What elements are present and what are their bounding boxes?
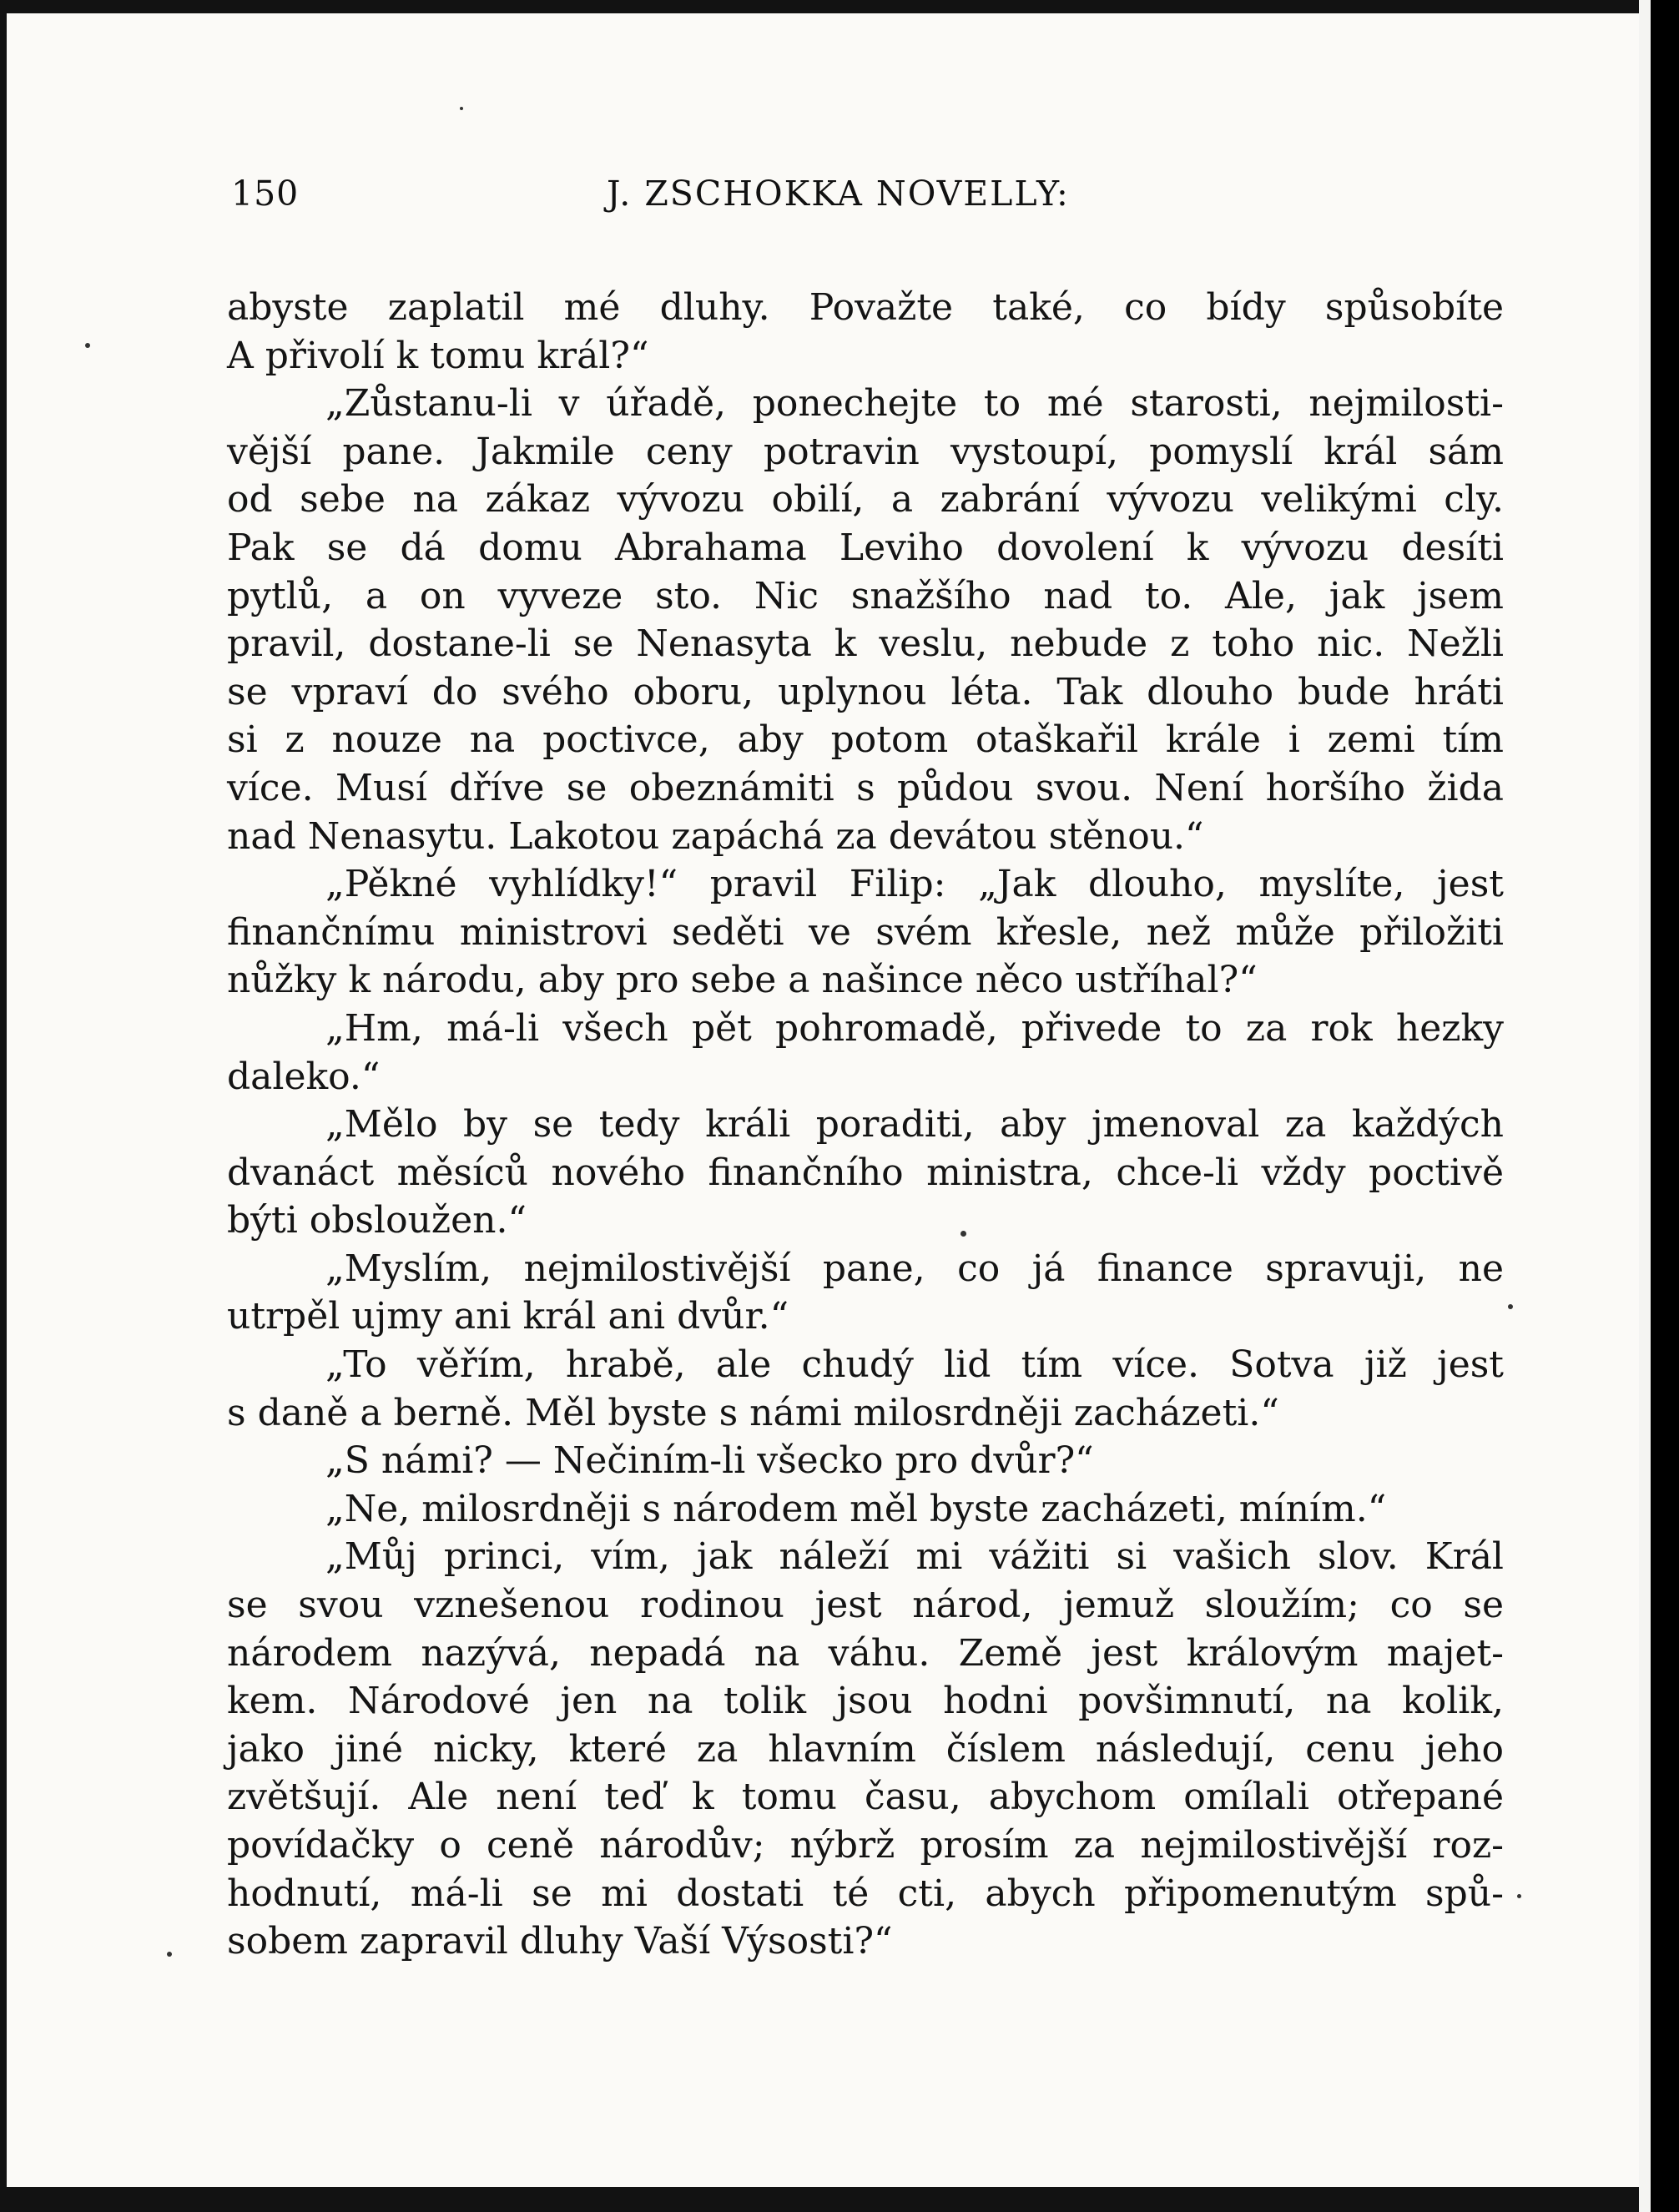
text-line: „Zůstanu-li v úřadě, ponechejte to mé starosti, nejmilosti- <box>325 382 1504 426</box>
text-line: Pak se dá domu Abrahama Leviho dovolení k vývozu desíti <box>227 526 1504 569</box>
scan-border-right <box>1651 0 1679 2212</box>
text-line: utrpěl ujmy ani král ani dvůr.“ <box>227 1295 789 1338</box>
text-line: vější pane. Jakmile ceny potravin vystoupí, pomyslí král sám <box>227 430 1504 473</box>
text-line: býti obsloužen.“ <box>227 1199 527 1242</box>
text-line: od sebe na zákaz vývozu obilí, a zabrání vývozu velikými cly. <box>227 478 1504 522</box>
text-line: povídačky o ceně národův; nýbrž prosím za nejmilostivější roz- <box>227 1824 1504 1867</box>
scan-speck <box>167 1952 172 1957</box>
scan-speck <box>1517 1894 1521 1898</box>
scan-speck <box>85 343 90 348</box>
text-line: hodnutí, má-li se mi dostati té cti, abych připomenutým spů- <box>227 1872 1504 1915</box>
text-line: kem. Národové jen na tolik jsou hodni povšimnutí, na kolik, <box>227 1680 1504 1723</box>
text-line: „Myslím, nejmilostivější pane, co já finance spravuji, ne <box>325 1247 1504 1290</box>
text-line: národem nazývá, nepadá na váhu. Země jest královým majet- <box>227 1631 1504 1675</box>
text-line: nůžky k národu, aby pro sebe a našince něco ustříhal?“ <box>227 959 1258 1002</box>
page-number: 150 <box>231 174 300 214</box>
text-line: se svou vznešenou rodinou jest národ, jemuž sloužím; co se <box>227 1584 1504 1627</box>
text-line: si z nouze na poctivce, aby potom otaškařil krále i zemi tím <box>227 718 1504 762</box>
text-line: finančnímu ministrovi seděti ve svém křesle, než může přiložiti <box>227 910 1504 954</box>
scan-speck <box>961 1231 966 1237</box>
text-line: zvětšují. Ale není teď k tomu času, abychom omílali otřepané <box>227 1776 1504 1819</box>
text-line: „Můj princi, vím, jak náleží mi vážiti si vašich slov. Král <box>325 1535 1504 1579</box>
text-line: pravil, dostane-li se Nenasyta k veslu, nebude z toho nic. Nežli <box>227 622 1504 666</box>
text-line: sobem zapravil dluhy Vaší Výsosti?“ <box>227 1920 893 1963</box>
scan-speck <box>1508 1304 1513 1309</box>
text-line: „Ne, milosrdněji s národem měl byste zacházeti, míním.“ <box>325 1487 1387 1530</box>
text-line: „Mělo by se tedy králi poraditi, aby jmenoval za každých <box>325 1103 1504 1146</box>
text-line: abyste zaplatil mé dluhy. Považte také, co bídy spůsobíte <box>227 286 1504 329</box>
text-line: se vpraví do svého oboru, uplynou léta. Tak dlouho bude hráti <box>227 670 1504 713</box>
text-line: dvanáct měsíců nového finančního ministra, chce-li vždy poctivě <box>227 1151 1504 1194</box>
text-line: nad Nenasytu. Lakotou zapáchá za devátou stěnou.“ <box>227 814 1204 858</box>
text-line: více. Musí dříve se obeznámiti s půdou svou. Není horšího žida <box>227 766 1504 809</box>
page-edge-gap <box>1639 0 1651 2212</box>
text-line: „Pěkné vyhlídky!“ pravil Filip: „Jak dlouho, myslíte, jest <box>325 863 1504 906</box>
text-line: jako jiné nicky, které za hlavním číslem následují, cenu jeho <box>227 1727 1504 1771</box>
body-text <box>227 284 1504 1966</box>
scan-speck <box>460 107 463 110</box>
running-title: J. ZSCHOKKA NOVELLY: <box>607 174 1070 214</box>
text-line: pytlů, a on vyveze sto. Nic snažšího nad to. Ale, jak jsem <box>227 574 1504 617</box>
text-line: daleko.“ <box>227 1055 381 1098</box>
text-line: „Hm, má-li všech pět pohromadě, přivede to za rok hezky <box>325 1006 1504 1050</box>
text-line: s daně a berně. Měl byste s námi milosrdněji zacházeti.“ <box>227 1391 1279 1434</box>
text-line: A přivolí k tomu král?“ <box>227 334 649 377</box>
text-line: „S námi? — Nečiním-li všecko pro dvůr?“ <box>325 1439 1094 1483</box>
text-line: „To věřím, hrabě, ale chudý lid tím více. Sotva již jest <box>325 1343 1504 1387</box>
page-header <box>231 174 1120 224</box>
